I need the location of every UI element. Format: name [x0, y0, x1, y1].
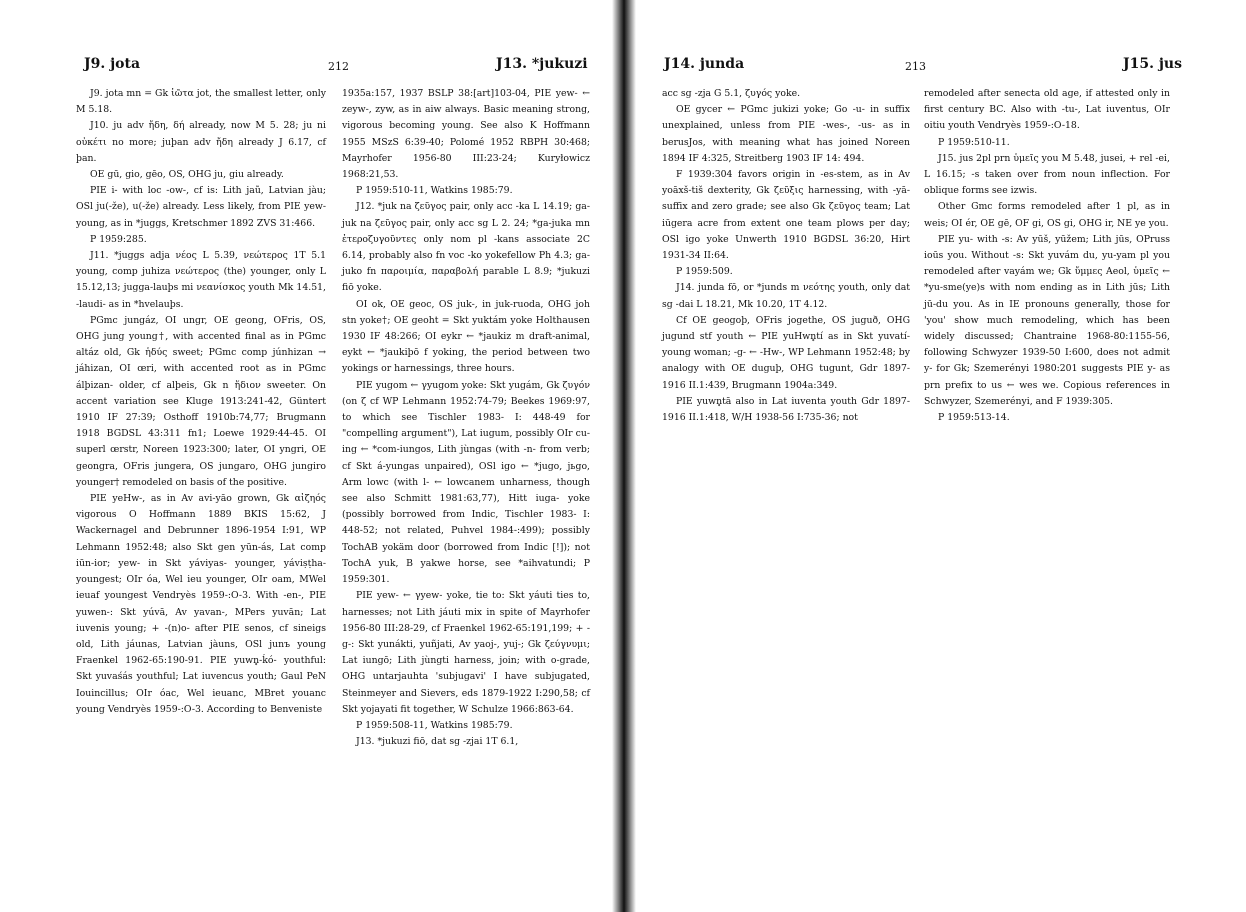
entry-paragraph: PGmc jungáz, OI ungr, OE geong, OFris, OS, OHG jung young†, with accented final as in PGmc altáz old, Gk ἡδύς sweet; PGmc comp júnhizan → jáhizan, OI œri, with accented root as in PGmc álþizan- older, cf alþeis, Gk n ἥδιον sweeter. On accent variation see Kluge 1913:241-42, Güntert 1910 IF 27:39; Osthoff 1910b:74,77; Brugmann 1918 BGDSL 43:311 fn1; Loewe 1929:44-45. OI superl œrstr, Noreen 1923:300; later, OI yngri, OE geongra, OFris jungera, OS jungaro, OHG jungiro younger† remodeled on basis of the positive.	[76, 314, 326, 488]
entry-paragraph: remodeled after senecta old age, if attested only in first century BC. Also with -tu-, Lat iuventus, OIr oitiu youth Vendryès 1959-:O-18.	[924, 88, 1170, 132]
entry-paragraph: OE gycer ← PGmc jukizi yoke; Go -u- in suffix unexplained, unless from PIE -wes-, -us- as in berusJos, with meaning what has joined Noreen 1894 IF 4:325, Streitberg 1903 IF 14: 494.	[662, 104, 910, 164]
entry-paragraph: PIE yeHw-, as in Av avi-yāo grown, Gk αἰζηός vigorous O Hoffmann 1889 BKIS 15:62, J Wackernagel and Debrunner 1896-1954 I:91, WP Lehmann 1952:48; also Skt gen yūn-ás, Lat comp iūn-ior; yew- in Skt yáviyas- younger, yáviṣṭha- youngest; OIr óa, Wel ieu younger, OIr oam, MWel ieuaf youngest Vendryès 1959-:O-3. With -en-, PIE yuwen-: Skt yúvā, Av yavan-, MPers yuvān; Lat iuvenis young; + -(n)o- after PIE senos, cf sineigs old, Lith jáunas, Latvian jàuns, OSl junъ young Fraenkel 1962-65:190-91. PIE yuwn̥-ḱó- youthful: Skt yuvaśás youthful; Lat iuvencus youth; Gaul PeN Iouincillus; OIr óac, Wel ieuanc, MBret youanc young Vendryès 1959-:O-3. According to Benveniste	[76, 493, 326, 715]
left-header-right: J13. *jukuzi	[496, 56, 588, 72]
reference-line: P 1959:510-11.	[938, 136, 1010, 148]
left-page	[0, 0, 612, 912]
left-column-1	[76, 86, 326, 718]
dictionary-entry: J14. junda fō, or *junds m νεότης youth, only dat sg -dai L 18.21, Mk 10.20, 1T 4.12.	[662, 282, 910, 310]
entry-paragraph: PIE yew- ← γyew- yoke, tie to: Skt yáuti ties to, harnesses; not Lith jáuti mix in spite of Mayrhofer 1956-80 III:28-29, cf Fraenkel 1962-65:191,199; + -g-: Skt yunákti, yuñjati, Av yaoj-, yuj-; Gk ζεύγνυμι; Lat iungō; Lith jùngti harness, join; with o-grade, OHG untarjauhta 'subjugavi' I have subjugated, Steinmeyer and Sievers, eds 1879-1922 I:290,58; cf Skt yojayati fit together, W Schulze 1966:863-64.	[342, 590, 590, 715]
reference-line: P 1959:510-11, Watkins 1985:79.	[356, 185, 513, 197]
entry-paragraph: acc sg -zja G 5.1, ζυγός yoke.	[662, 88, 801, 99]
right-page	[636, 0, 1246, 912]
right-column-1	[662, 86, 910, 426]
book-gutter	[612, 0, 636, 912]
dictionary-entry: J9. jota mn = Gk ἰῶτα jot, the smallest letter, only M 5.18.	[76, 88, 326, 116]
dictionary-entry: J13. *jukuzi fiō, dat sg -zjai 1T 6.1,	[356, 736, 519, 748]
right-header-left: J14. junda	[664, 56, 745, 72]
right-column-2	[924, 86, 1170, 426]
reference-line: P 1959:513-14.	[938, 412, 1010, 424]
entry-paragraph: PIE i- with loc -ow-, cf is: Lith jaũ, Latvian jàu; OSl ju(-že), u(-že) already. Less likely, from PIE yew- young, as in *juggs, Kretschmer 1892 ZVS 31:466.	[76, 185, 326, 229]
entry-paragraph: PIE yugom ← γyugom yoke: Skt yugám, Gk ζυγόν (on ζ cf WP Lehmann 1952:74-79; Beekes 1969:97, to which see Tischler 1983- I: 448-49 for "compelling argument"), Lat iugum, possibly OIr cu-ing ← *com-iungos, Lith jùngas (with -n- from verb; cf Skt á-yungas unpaired), OSl igo ← *jugo, jьgo, Arm lowc (with l- ← lowcanem unharness, though see also Schmitt 1981:63,77), Hitt iuga- yoke (possibly borrowed from Indic, Tischler 1983- I: 448-52; not related, Puhvel 1984-:499); possibly TochAB yokäm door (borrowed from Indic [!]); not TochA yuk, B yakwe horse, see *aihvatundi; P 1959:301.	[342, 379, 590, 586]
entry-paragraph: Other Gmc forms remodeled after 1 pl, as in weis; OI ér, OE gē, OF gi, OS gi, OHG ir, NE ye you.	[924, 201, 1170, 229]
entry-paragraph: OI ok, OE geoc, OS juk-, in juk-ruoda, OHG joh stn yoke†; OE geoht = Skt yuktám yoke Holthausen 1930 IF 48:266; OI eykr ← *jaukiz m draft-animal, eykt ← *jaukiþō f yoking, the period between two yokings or harnessings, three hours.	[342, 298, 590, 375]
reference-line: P 1959:509.	[676, 266, 733, 278]
right-header-right: J15. jus	[1123, 56, 1182, 72]
right-page-number: 213	[905, 60, 926, 73]
entry-paragraph: F 1939:304 favors origin in -es-stem, as in Av yoāxš-tiš dexterity, Gk ζεῦξις harnessing, with -yā-suffix and zero grade; see also Gk ζεῦγος team; Lat iūgera acre from extent one team plows per day; OSl igo yoke Unwerth 1910 BGDSL 36:20, Hirt 1931-34 II:64.	[662, 169, 910, 262]
left-header-left: J9. jota	[84, 56, 141, 72]
entry-paragraph: OE gū, gio, gēo, OS, OHG ju, giu already.	[90, 169, 284, 181]
left-column-2	[342, 86, 590, 750]
reference-line: P 1959:508-11, Watkins 1985:79.	[356, 719, 513, 731]
entry-paragraph: 1935a:157, 1937 BSLP 38:[art]103-04, PIE yew- ← zeyw-, zyw, as in aiw always. Basic meaning strong, vigorous becoming young. See also K Hoffmann 1955 MSzS 6:39-40; Polomé 1952 RBPH 30:468; Mayrhofer 1956-80 III:23-24; Kuryłowicz 1968:21,53.	[342, 88, 590, 181]
dictionary-entry: J11. *juggs adja νέος L 5.39, νεώτερος 1T 5.1 young, comp juhiza νεώτερος (the) younger, only L 15.12,13; jugga-lauþs mi νεανίσκος youth Mk 14.51, -laudi- as in *hvelauþs.	[76, 250, 326, 310]
entry-paragraph: PIE yuwn̥tā also in Lat iuventa youth Gdr 1897-1916 II.1:418, W/H 1938-56 I:735-36; not	[662, 395, 910, 424]
dictionary-entry: J15. jus 2pl prn ὑμεῖς you M 5.48, jusei, + rel -ei, L 16.15; -s taken over from noun inflection. For oblique forms see izwis.	[924, 152, 1170, 197]
left-page-number: 212	[328, 60, 349, 73]
reference-line: P 1959:285.	[90, 233, 147, 245]
entry-paragraph: Cf OE geogoþ, OFris jogethe, OS juguð, OHG jugund stf youth ← PIE yuHwn̥tí as in Skt yuvatí- young woman; -g- ← -Hw-, WP Lehmann 1952:48; by analogy with OE duguþ, OHG tugunt, Gdr 1897-1916 II.1:439, Brugmann 1904a:349.	[662, 314, 910, 391]
entry-paragraph: PIE yu- with -s: Av yūš, yūžem; Lith jūs, OPruss ioūs you. Without -s: Skt yuvám du, yu-yam pl you remodeled after vayám we; Gk ὔμμες Aeol, ὑμεῖς ← *yu-sme(ye)s with nom ending as in Lith jūs; Lith jū-du you. As in IE pronouns generally, those for 'you' show much remodeling, which has been widely discussed; Chantraine 1968-80:1155-56, following Schwyzer 1939-50 I:600, does not admit y- for Gk; Szemerényi 1980:201 suggests PIE y- as prn prefix to us ← wes we. Copious references in Schwyzer, Szemerényi, and F 1939:305.	[924, 233, 1170, 407]
dictionary-entry: J12. *juk na ζεῦγος pair, only acc -ka L 14.19; ga-juk na ζεῦγος pair, only acc sg L 2. 24; *ga-juka mn ἑτεροζυγοῦντες only nom pl -kans associate 2C 6.14, probably also fn voc -ko yokefellow Ph 4.3; ga-juko fn παροιμία, παραβολή parable L 8.9; *jukuzi fiō yoke.	[342, 201, 590, 294]
dictionary-entry: J10. ju adv ἤδη, δή already, now M 5. 28; ju ni οὐκέτι no more; juþan adv ἤδη already J 6.17, cf þan.	[76, 120, 326, 164]
